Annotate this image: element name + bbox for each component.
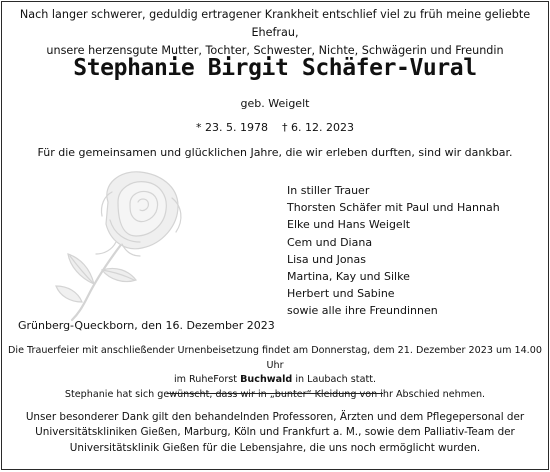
- ceremony-line-3: Stephanie hat sich gewünscht, dass wir in „bunter“ Kleidung von ihr Abschied nehmen.: [64, 388, 486, 400]
- intro-line-2: unsere herzensgute Mutter, Tochter, Schwester, Nichte, Schwägerin und Freundin: [46, 44, 504, 57]
- list-item: Cem und Diana: [287, 235, 373, 249]
- list-item: Martina, Kay und Silke: [287, 270, 410, 284]
- ceremony-line-2: [2, 373, 548, 388]
- rose-icon: [32, 162, 202, 322]
- list-item: sowie alle ihre Freundinnen: [287, 304, 438, 318]
- gratitude-line-1: Unser besonderer Dank gilt den behandelnden Professoren, Ärzten und dem Pflegepersonal der: [25, 411, 525, 423]
- list-item: Lisa und Jonas: [287, 252, 366, 266]
- deceased-name: Stephanie Birgit Schäfer-Vural: [73, 55, 477, 81]
- list-item: Thorsten Schäfer mit Paul und Hannah: [287, 201, 500, 215]
- mourners-list: [287, 182, 500, 320]
- obituary-notice: [1, 1, 549, 470]
- gratitude-line-2: Universitätskliniken Gießen, Marburg, Köln und Frankfurt a. M., sowie dem Palliativ-Team der: [35, 426, 515, 439]
- list-item: Elke und Hans Weigelt: [287, 218, 411, 232]
- intro-line-1: Nach langer schwerer, geduldig ertragener Krankheit entschlief viel zu früh meine geliebte Ehefrau,: [19, 8, 531, 39]
- place-date: Grünberg-Queckborn, den 16. Dezember 2023: [18, 319, 275, 332]
- ceremony-location-prefix: im RuheForst: [173, 374, 241, 385]
- intro-text: [2, 6, 548, 60]
- list-item: In stiller Trauer: [287, 184, 370, 197]
- ceremony-location-suffix: in Laubach statt.: [292, 374, 377, 385]
- ceremony-line-1: Die Trauerfeier mit anschließender Urnenbeisetzung findet am Donnerstag, dem 21. Dezember 2023 um 14.00 Uhr: [8, 345, 542, 371]
- maiden-name: geb. Weigelt: [240, 97, 310, 110]
- gratitude-line-3: Universitätsklinik Gießen für die Lebensjahre, die uns noch ermöglicht wurden.: [69, 441, 481, 454]
- divider-line: [167, 393, 383, 394]
- death-date: † 6. 12. 2023: [282, 121, 354, 134]
- birth-date: * 23. 5. 1978: [196, 121, 268, 134]
- life-dates: [2, 120, 548, 136]
- list-item: Herbert und Sabine: [287, 287, 395, 301]
- gratitude-text: [2, 410, 548, 456]
- thanks-line: Für die gemeinsamen und glücklichen Jahre, die wir erleben durften, sind wir dankbar.: [37, 146, 513, 159]
- ceremony-location-name: Buchwald: [240, 374, 293, 385]
